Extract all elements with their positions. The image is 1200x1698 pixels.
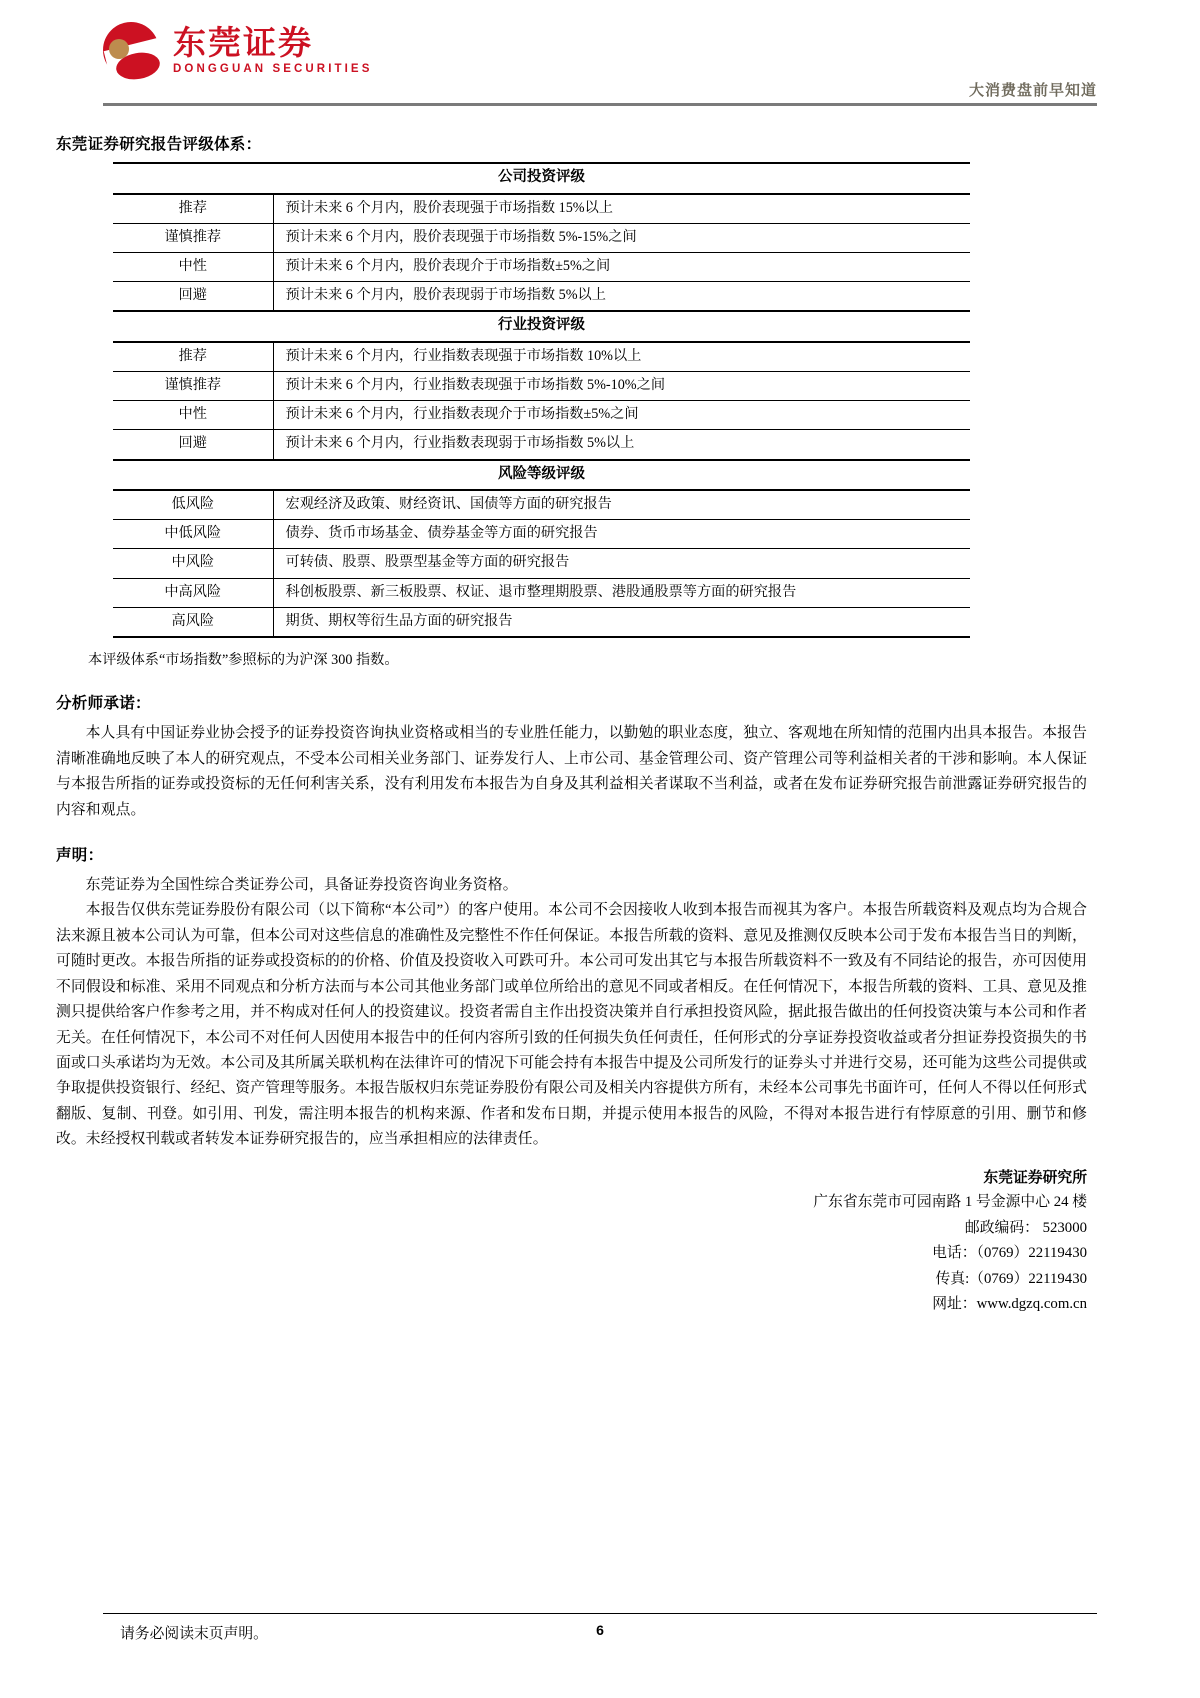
table-row: [113, 371, 970, 400]
signature-block: [0, 1165, 1087, 1318]
signature-company: 东莞证券研究所: [983, 1168, 1087, 1186]
rating-label: 中高风险: [113, 578, 273, 607]
statement-title: 声明：: [56, 845, 104, 864]
rating-label: 回避: [113, 430, 273, 460]
footer-disclaimer: 请务必阅读末页声明。: [120, 1626, 268, 1642]
rating-description: 期货、期权等衍生品方面的研究报告: [285, 612, 513, 629]
page-number: 6: [596, 1622, 604, 1638]
rating-label: 中低风险: [113, 520, 273, 549]
table-row: [113, 430, 970, 460]
table-row: [113, 401, 970, 430]
rating-label: 高风险: [113, 607, 273, 637]
rating-system-title: 东莞证券研究报告评级体系：: [56, 135, 262, 153]
rating-description: 预计未来 6 个月内，股价表现强于市场指数 5%-15%之间: [285, 228, 637, 245]
rating-description: 科创板股票、新三板股票、权证、退市整理期股票、港股通股票等方面的研究报告: [285, 583, 797, 600]
table-row: [113, 194, 970, 224]
rating-description: 预计未来 6 个月内，行业指数表现强于市场指数 10%以上: [285, 347, 642, 364]
table-group-header-industry: [113, 311, 970, 342]
company-logo: [103, 22, 372, 78]
rating-description: 宏观经济及政策、财经资讯、国债等方面的研究报告: [285, 496, 612, 513]
statement-paragraph-1: 东莞证券为全国性综合类证券公司，具备证券投资咨询业务资格。: [85, 876, 518, 893]
logo-chinese-name: 东莞证券: [173, 23, 313, 63]
rating-description: 预计未来 6 个月内，行业指数表现介于市场指数±5%之间: [285, 406, 639, 423]
signature-postcode: 邮政编码： 523000: [964, 1219, 1087, 1236]
analyst-commitment-paragraph: 本人具有中国证券业协会授予的证券投资咨询执业资格或相当的专业胜任能力，以勤勉的职业态度，独立、客观地在所知情的范围内出具本报告。本报告清晰准确地反映了本人的研究观点，不受本公司相关业务部门、证券发行人、上市公司、基金管理公司、资产管理公司等利益相关者的干涉和影响。本人保证与本报告所指的证券或投资标的无任何利害关系，没有利用发布本报告为自身及其利益相关者谋取不当利益，或者在发布证券研究报告前泄露证券研究报告的内容和观点。: [56, 725, 1087, 818]
table-row: [113, 342, 970, 372]
rating-label: 谨慎推荐: [113, 223, 273, 252]
page-header: [0, 0, 1200, 112]
page-footer: [0, 1622, 1200, 1662]
rating-description: 预计未来 6 个月内，股价表现弱于市场指数 5%以上: [285, 287, 606, 304]
table-group-header-company: [113, 163, 970, 194]
rating-description: 预计未来 6 个月内，行业指数表现强于市场指数 5%-10%之间: [285, 376, 666, 393]
rating-label: 中性: [113, 401, 273, 430]
rating-label: 中风险: [113, 549, 273, 578]
rating-description: 预计未来 6 个月内，行业指数表现弱于市场指数 5%以上: [285, 435, 635, 452]
statement-paragraph-2: 本报告仅供东莞证券股份有限公司（以下简称“本公司”）的客户使用。本公司不会因接收人收到本报告而视其为客户。本报告所载资料及观点均为合规合法来源且被本公司认为可靠，但本公司对这些信息的准确性及完整性不作任何保证。本报告所载的资料、意见及推测仅反映本公司于发布本报告当日的判断，可随时更改。本报告所指的证券或投资标的的价格、价值及投资收入可跌可升。本公司可发出其它与本报告所载资料不一致及有不同结论的报告，亦可因使用不同假设和标准、采用不同观点和分析方法而与本公司其他业务部门或单位所给出的意见不同或者相反。在任何情况下，本报告所载的资料、工具、意见及推测只提供给客户作参考之用，并不构成对任何人的投资建议。投资者需自主作出投资决策并自行承担投资风险，据此报告做出的任何投资决策与本公司和作者无关。在任何情况下，本公司不对任何人因使用本报告中的任何内容所引致的任何损失负任何责任，任何形式的分享证券投资收益或者分担证券投资损失的书面或口头承诺均为无效。本公司及其所属关联机构在法律许可的情况下可能会持有本报告中提及公司所发行的证券头寸并进行交易，还可能为这些公司提供或争取提供投资银行、经纪、资产管理等服务。本报告版权归东莞证券股份有限公司及相关内容提供方所有，未经本公司事先书面许可，任何人不得以任何形式翻版、复制、刊登。如引用、刊发，需注明本报告的机构来源、作者和发布日期，并提示使用本报告的风险，不得对本报告进行有悖原意的引用、删节和修改。未经授权刊载或者转发本证券研究报告的，应当承担相应的法律责任。: [56, 902, 1087, 1148]
rating-description: 债券、货币市场基金、债券基金等方面的研究报告: [285, 525, 598, 542]
table-row: [113, 520, 970, 549]
rating-label: 中性: [113, 252, 273, 281]
rating-label: 推荐: [113, 194, 273, 224]
table-row: [113, 607, 970, 637]
logo-text: [173, 25, 372, 75]
logo-english-name: DONGGUAN SECURITIES: [173, 62, 373, 75]
rating-label: 谨慎推荐: [113, 371, 273, 400]
signature-website: 网址：www.dgzq.com.cn: [932, 1295, 1087, 1312]
table-row: [113, 578, 970, 607]
logo-mark-icon: [103, 22, 159, 78]
table-row: [113, 490, 970, 520]
rating-label: 推荐: [113, 342, 273, 372]
table-row: [113, 252, 970, 281]
group-heading-label: 公司投资评级: [498, 169, 585, 185]
table-row: [113, 549, 970, 578]
rating-description: 可转债、股票、股票型基金等方面的研究报告: [285, 554, 570, 571]
signature-address: 广东省东莞市可园南路 1 号金源中心 24 楼: [813, 1194, 1087, 1211]
rating-system-note: 本评级体系“市场指数”参照标的为沪深 300 指数。: [88, 651, 399, 668]
rating-system-table: [113, 162, 970, 638]
signature-telephone: 电话：（0769）22119430: [932, 1245, 1087, 1262]
table-row: [113, 282, 970, 312]
rating-description: 预计未来 6 个月内，股价表现强于市场指数 15%以上: [285, 199, 613, 216]
group-heading-label: 行业投资评级: [498, 317, 585, 334]
table-row: [113, 223, 970, 252]
footer-divider: [103, 1613, 1097, 1614]
running-title: 大消费盘前早知道: [968, 81, 1097, 99]
rating-description: 预计未来 6 个月内，股价表现介于市场指数±5%之间: [285, 257, 611, 274]
table-group-header-risk: [113, 460, 970, 491]
rating-label: 回避: [113, 282, 273, 312]
analyst-commitment-title: 分析师承诺：: [56, 694, 151, 713]
header-divider: [103, 103, 1097, 106]
group-heading-label: 风险等级评级: [498, 465, 585, 482]
signature-fax: 传真:（0769）22119430: [935, 1270, 1087, 1287]
page-content: [0, 112, 1200, 1317]
rating-label: 低风险: [113, 490, 273, 520]
